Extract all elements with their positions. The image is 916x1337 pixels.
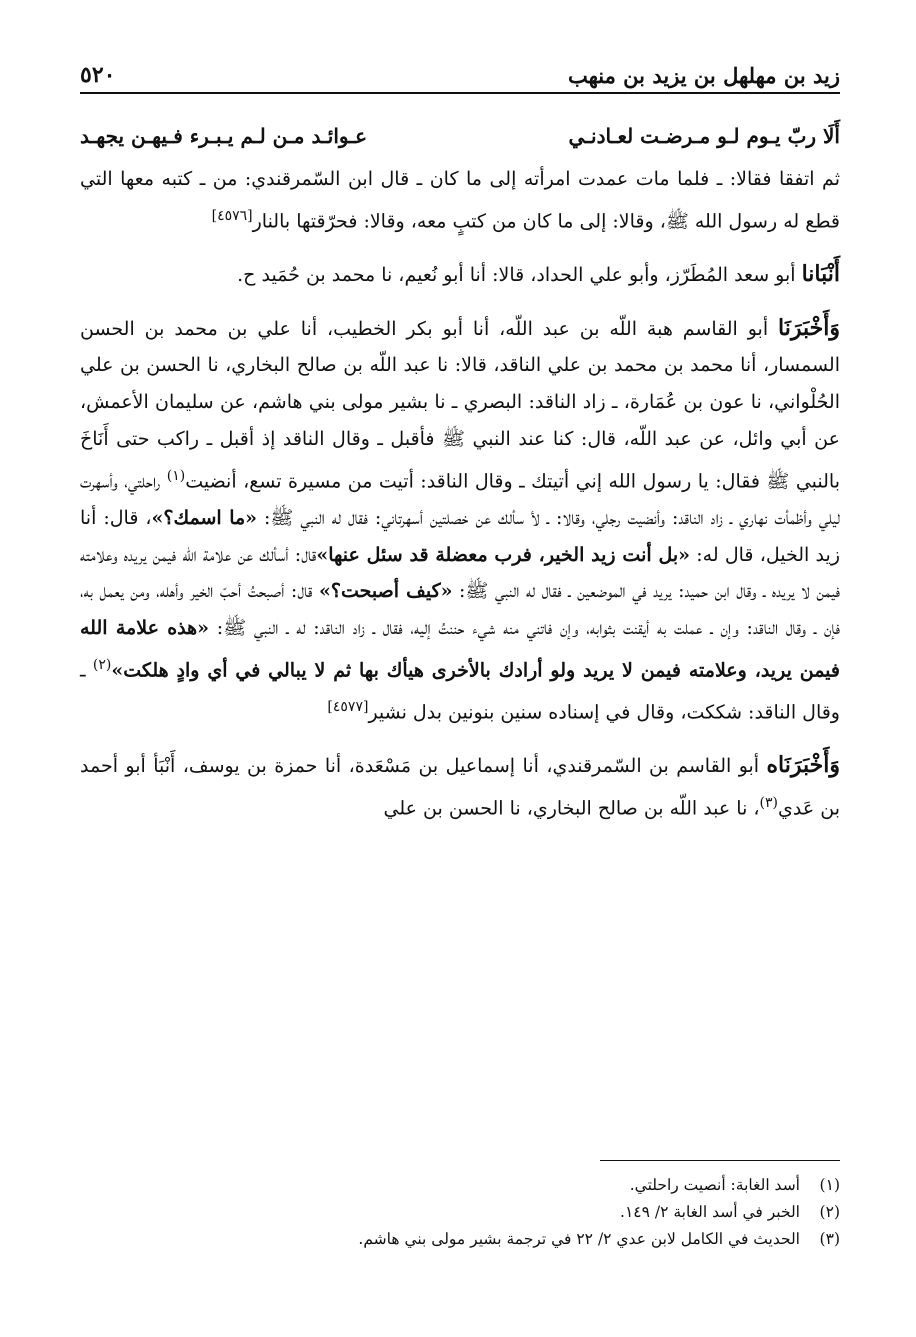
footnote-text: الخبر في أسد الغابة ٢/ ١٤٩. (620, 1203, 800, 1221)
footnote-number: (١) (819, 1176, 840, 1194)
footnote-number: (٢) (819, 1203, 840, 1221)
paragraph-1-text: ثم اتفقا فقالا: ـ فلما مات عمدت امرأته إلى ما كان ـ قال ابن السّمرقندي: من ـ كتبه معها التي قطع له رسول الله ﷺ، وقالا: إلى ما كان من كتبٍ معه، وقالا: فحرّقتها بالنار (80, 167, 840, 232)
main-text (80, 118, 840, 839)
paragraph-3-text: أبو القاسم هبة اللّه بن عبد اللّه، أنا أبو بكر الخطيب، أنا علي بن محمد بن الحسن السمسار، أنا محمد بن محمد بن علي الناقد، قالا: نا عبد اللّه بن صالح البخاري، نا الحسن بن علي الحُلْواني، نا عون بن عُمَارة، ـ زاد الناقد: البصري ـ نا بشير مولى بني هاشم، عن سليمان الأعمش، عن أبي وائل، عن عبد اللّه، قال: كنا عند النبي ﷺ فأقبل ـ وقال الناقد إذ أقبل ـ راكب حتى أَنَاخَ بالنبي ﷺ فقال: يا رسول الله إني أتيتك ـ وقال الناقد: أتيت من مسيرة تسع، أنضيت (80, 317, 840, 493)
hadith-quote: «بل أنت زيد الخير، فرب معضلة قد سئل عنها» (316, 543, 690, 566)
verse-hemistich-1: أَلَا ربّ يـوم لـو مـرضـت لعـادنـي (568, 124, 840, 148)
paragraph-3 (80, 310, 840, 732)
isnad-keyword: أَنْبَانا (801, 260, 840, 287)
footnote-marker: (٣) (759, 795, 779, 812)
paragraph-3-text: قال: أصبحتُ أحبّ الخير وأهله، ومن يعمل به، فإن ـ وقال الناقد: وإن ـ عملت به أيقنت بثوابه، وإن فاتني منه شيء حننتُ إليه، فقال ـ زاد الناقد: له ـ النبي ﷺ: (80, 580, 840, 640)
poetry-verse (80, 118, 840, 155)
reference-number: [٤٥٧٦] (211, 207, 253, 224)
footnote-item (80, 1199, 840, 1226)
paragraph-4-text: أبو القاسم بن السّمرقندي، أنا إسماعيل بن مَسْعَدة، أنا حمزة بن يوسف، أَنْبَأ أبو أحمد بن عَدي (80, 755, 840, 820)
reference-number: [٤٥٧٧] (327, 699, 369, 716)
paragraph-4-text: ، نا عبد اللّه بن صالح البخاري، نا الحسن بن علي (383, 797, 760, 820)
isnad-keyword: وَأَخْبَرَنَا (778, 314, 840, 341)
page-number: ٥٢٠ (80, 62, 116, 88)
hadith-quote: «كيف أصبحت؟» (319, 580, 453, 603)
footnote-text: أسد الغابة: أنصيت راحلتي. (629, 1176, 800, 1194)
paragraph-3-text: ، قال: أنا زيد الخيل، قال له: (80, 506, 840, 566)
footnote-marker: (١) (166, 467, 186, 484)
page-header (80, 58, 840, 94)
paragraph-4 (80, 747, 840, 827)
paragraph-3-text: قال: أسألك عن علامة الله فيمن يريده وعلامته فيمن لا يريده ـ وقال ابن حميد: يريد في الموضعين ـ فقال له النبي ﷺ: (80, 543, 840, 603)
footnote-divider (600, 1160, 840, 1161)
hadith-quote: «ما اسمك؟» (151, 506, 258, 529)
footnote-marker: (٢) (92, 657, 112, 674)
footnote-number: (٣) (819, 1230, 840, 1248)
paragraph-2 (80, 256, 840, 294)
paragraph-2-text: أبو سعد المُطَرّز، وأبو علي الحداد، قالا: أنا أبو نُعيم، نا محمد بن حُمَيد ح. (237, 263, 802, 286)
footnote-item (80, 1172, 840, 1199)
paragraph-3-text: راحلتي، وأسهرت ليلي وأظمأت نهاري ـ زاد الناقد: وأنضيت رجلي، وقالا: ـ لأ سألك عن خصلتين أسهرتاني: فقال له النبي ﷺ: (80, 470, 840, 529)
paragraph-3-text: ـ وقال الناقد: شككت، وقال في إسناده سنين بنونين بدل نشير (80, 659, 840, 724)
footnote-text: الحديث في الكامل لابن عدي ٢/ ٢٢ في ترجمة بشير مولى بني هاشم. (358, 1230, 800, 1248)
hadith-quote: «هذه علامة الله فيمن يريد، وعلامته فيمن لا يريد ولو أرادك بالأخرى هيأك بها ثم لا يبالي في أي وادٍ هلكت» (80, 617, 840, 682)
paragraph-1 (80, 161, 840, 240)
footnote-item (80, 1226, 840, 1253)
footnotes (80, 1172, 840, 1253)
verse-hemistich-2: عـوائـد مـن لـم يـبـرء فـيهـن يجهـد (80, 124, 368, 148)
isnad-keyword: وَأَخْبَرَنَاه (766, 752, 840, 779)
running-title: زيد بن مهلهل بن يزيد بن منهب (567, 62, 840, 88)
